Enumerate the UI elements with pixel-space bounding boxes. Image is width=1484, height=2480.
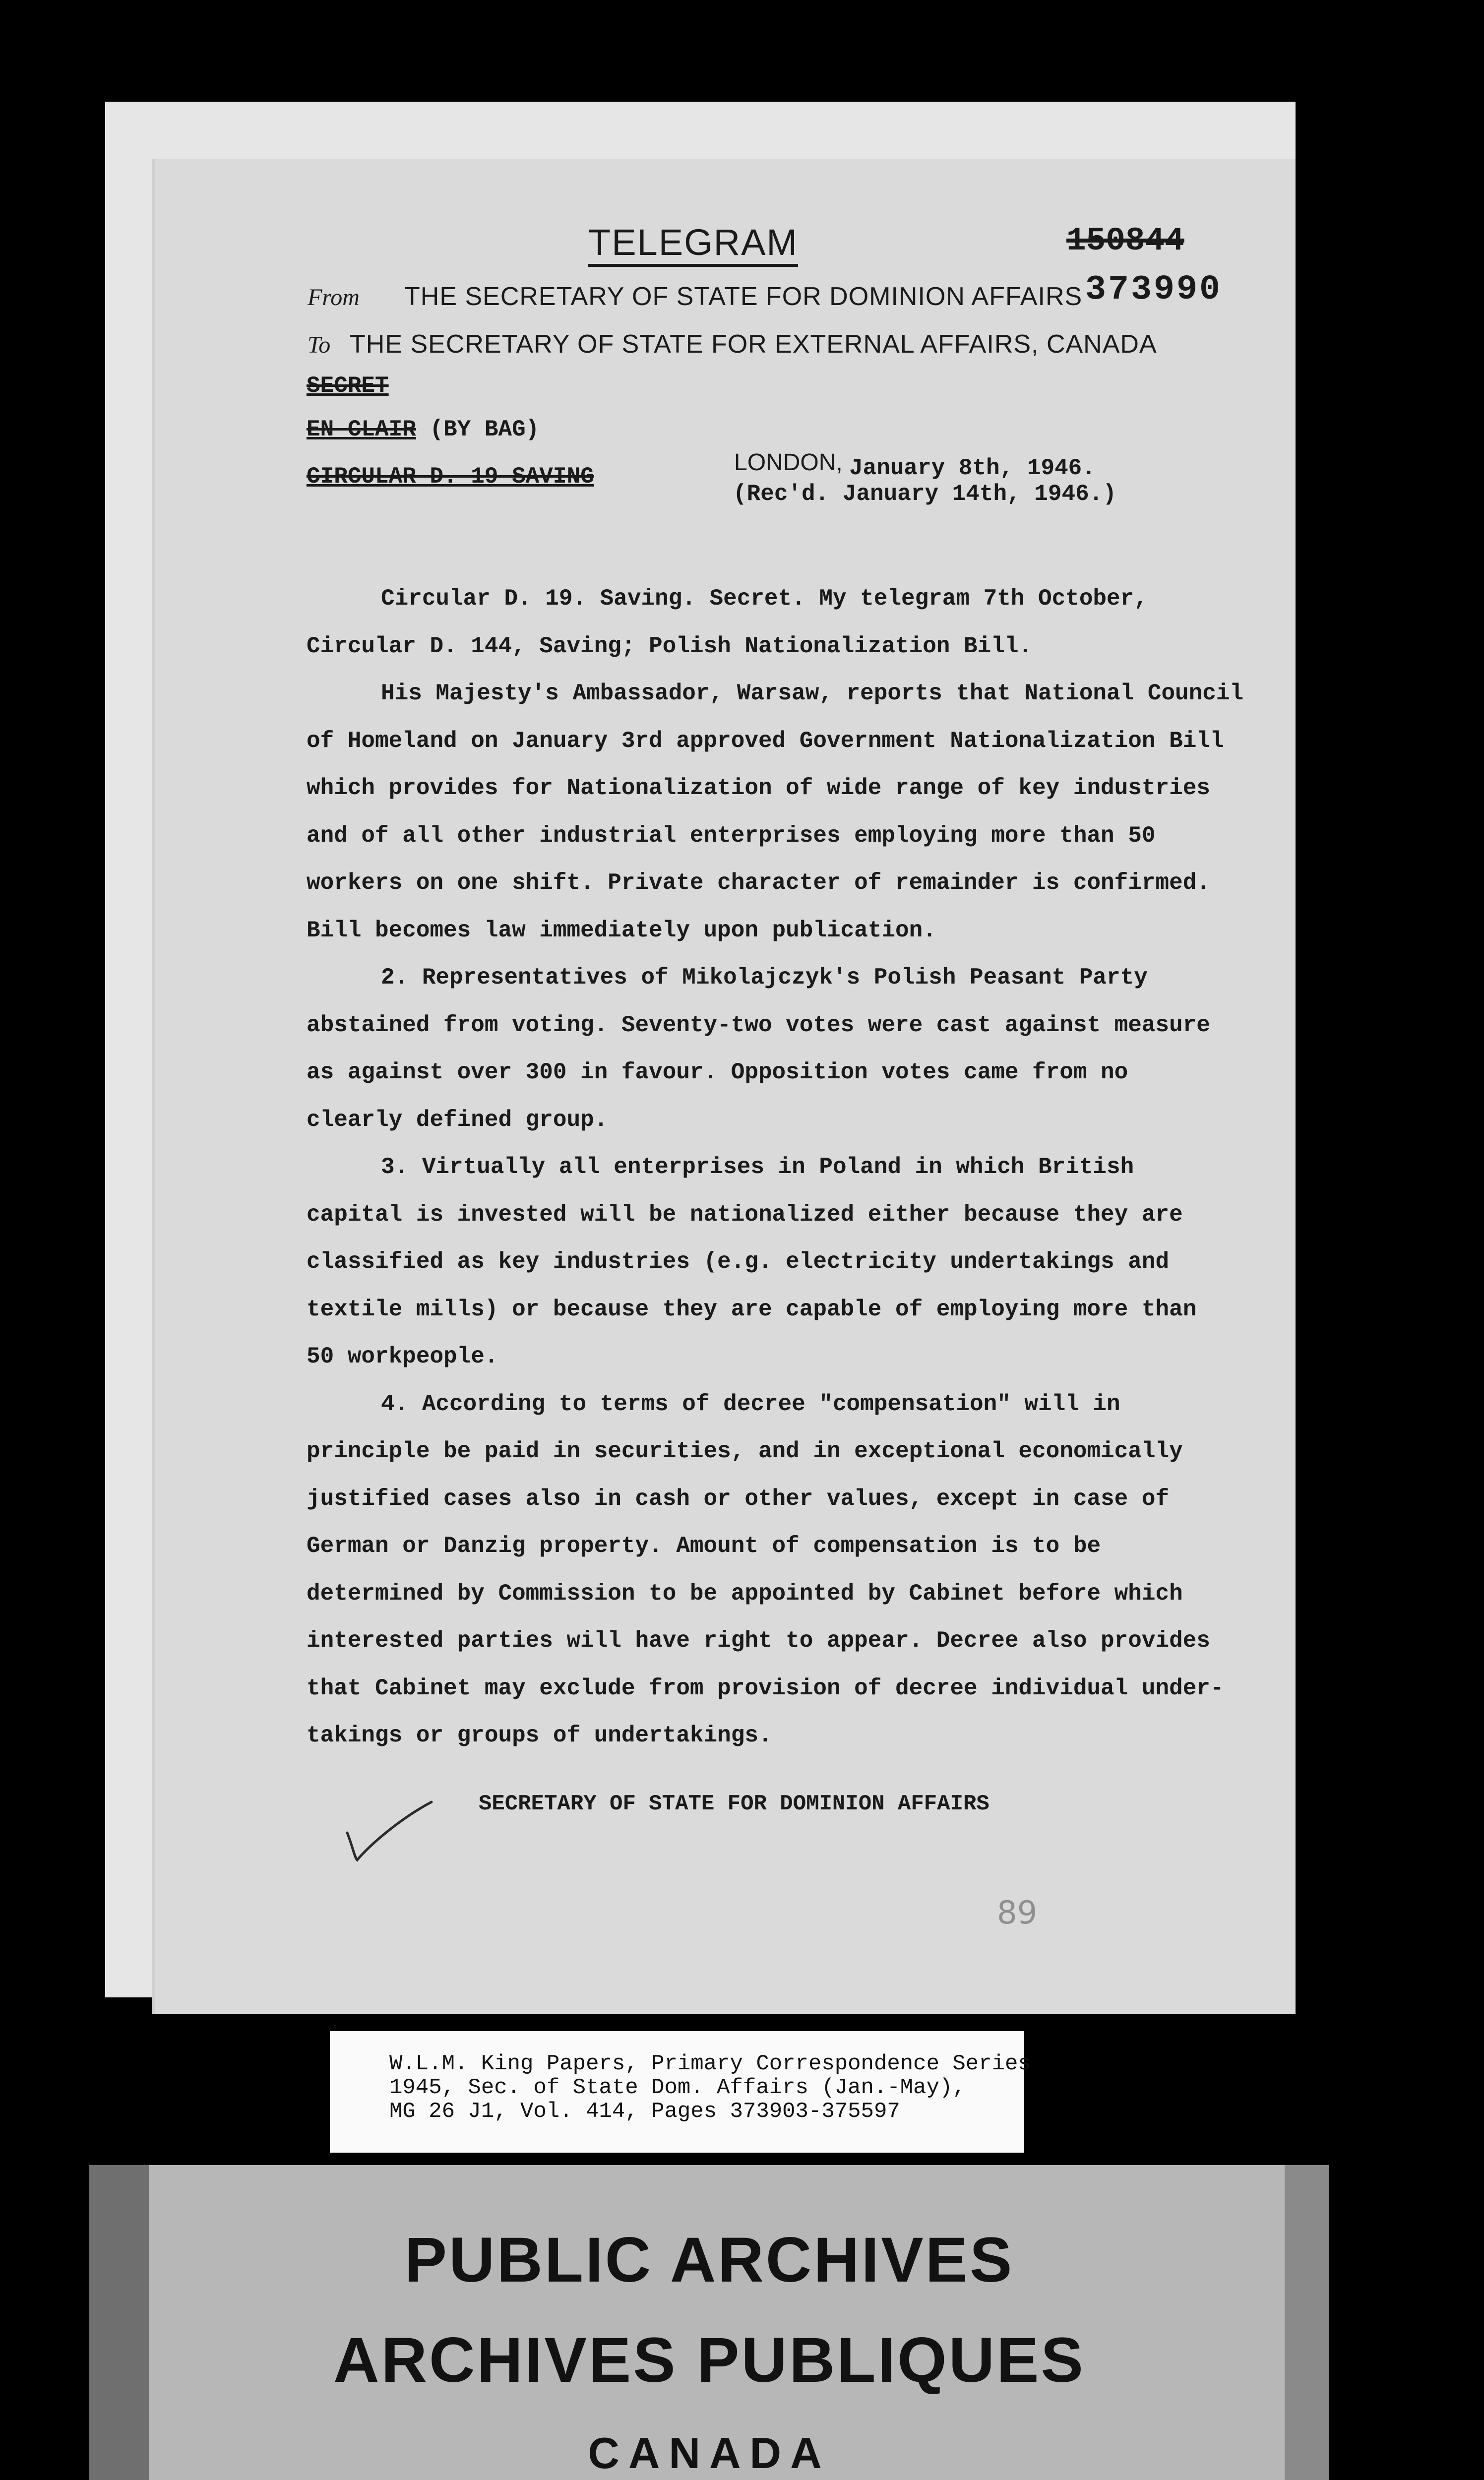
telegram-body: [307, 575, 1289, 1760]
body-line: principle be paid in securities, and in exceptional economically: [307, 1438, 1183, 1464]
body-line: abstained from voting. Seventy-two votes were cast against measure: [307, 1012, 1210, 1038]
citation-line: W.L.M. King Papers, Primary Correspondence Series: [389, 2051, 1031, 2076]
body-line: capital is invested will be nationalized either because they are: [307, 1201, 1183, 1228]
body-line: interested parties will have right to appear. Decree also provides: [307, 1628, 1210, 1654]
citation-line: MG 26 J1, Vol. 414, Pages 373903-375597: [389, 2099, 900, 2124]
body-line: Bill becomes law immediately upon publication.: [307, 917, 936, 943]
classification-marking: SECRET: [307, 373, 389, 399]
date-sent: January 8th, 1946.: [849, 455, 1096, 481]
body-line: justified cases also in cash or other values, except in case of: [307, 1486, 1170, 1512]
paragraph-5: [307, 1381, 1289, 1760]
document-number-struck: 150844: [1066, 222, 1184, 259]
paragraph-1: [307, 575, 1289, 670]
body-line: and of all other industrial enterprises employing more than 50: [307, 822, 1156, 849]
body-line: determined by Commission to be appointed by Cabinet before which: [307, 1580, 1183, 1607]
body-line: classified as key industries (e.g. electricity undertakings and: [307, 1249, 1170, 1275]
body-line: of Homeland on January 3rd approved Government Nationalization Bill: [307, 728, 1224, 754]
body-line: takings or groups of undertakings.: [307, 1723, 772, 1748]
to-label: To: [308, 332, 331, 358]
body-line: that Cabinet may exclude from provision of decree individual under-: [307, 1675, 1224, 1701]
signature-block: SECRETARY OF STATE FOR DOMINION AFFAIRS: [479, 1792, 989, 1816]
body-line: 2. Representatives of Mikolajczyk's Polish Peasant Party: [381, 965, 1148, 991]
to-recipient: THE SECRETARY OF STATE FOR EXTERNAL AFFAIRS, CANADA: [350, 330, 1157, 359]
body-line: as against over 300 in favour. Opposition votes came from no: [307, 1059, 1128, 1085]
body-line: German or Danzig property. Amount of compensation is to be: [307, 1533, 1101, 1559]
body-line: 50 workpeople.: [307, 1344, 498, 1369]
body-line: 3. Virtually all enterprises in Poland in which British: [381, 1154, 1134, 1180]
stamp-line-french: ARCHIVES PUBLIQUES: [333, 2325, 1085, 2396]
stamp-line-country: CANADA: [588, 2428, 831, 2478]
body-line: 4. According to terms of decree "compensation" will in: [381, 1391, 1120, 1417]
checkmark-icon: [342, 1798, 441, 1862]
citation-label: [330, 2031, 1031, 2153]
body-line: textile mills) or because they are capable of employing more than: [307, 1296, 1197, 1322]
pencil-annotation: 89: [997, 1895, 1038, 1931]
body-line: clearly defined group.: [307, 1107, 608, 1133]
body-line: workers on one shift. Private character of remainder is confirmed.: [307, 870, 1210, 896]
body-line: which provides for Nationalization of wide range of key industries: [307, 775, 1210, 801]
archives-stamp: [89, 2165, 1329, 2480]
telegram-title: TELEGRAM: [588, 223, 798, 267]
circular-reference: CIRCULAR D. 19 SAVING: [307, 464, 594, 490]
document-number: 373990: [1085, 270, 1223, 310]
body-line: His Majesty's Ambassador, Warsaw, reports that National Council: [381, 681, 1244, 706]
paragraph-4: [307, 1144, 1289, 1381]
stamp-line-english: PUBLIC ARCHIVES: [404, 2225, 1014, 2295]
transmission-note: (BY BAG): [430, 417, 540, 442]
transmission-method: EN CLAIR: [307, 417, 416, 442]
date-received: (Rec'd. January 14th, 1946.): [733, 481, 1116, 507]
from-label: From: [308, 284, 360, 310]
citation-line: 1945, Sec. of State Dom. Affairs (Jan.-May),: [389, 2075, 966, 2100]
from-sender: THE SECRETARY OF STATE FOR DOMINION AFFAIRS: [404, 282, 1083, 311]
place-of-origin: LONDON,: [734, 449, 843, 476]
paragraph-3: [307, 954, 1289, 1144]
paragraph-2: [307, 670, 1289, 954]
body-line: Circular D. 19. Saving. Secret. My telegram 7th October,: [381, 586, 1148, 612]
citation-text: [389, 2052, 1031, 2123]
transmission-line: [307, 417, 539, 442]
body-line: Circular D. 144, Saving; Polish Nationalization Bill.: [307, 633, 1033, 659]
